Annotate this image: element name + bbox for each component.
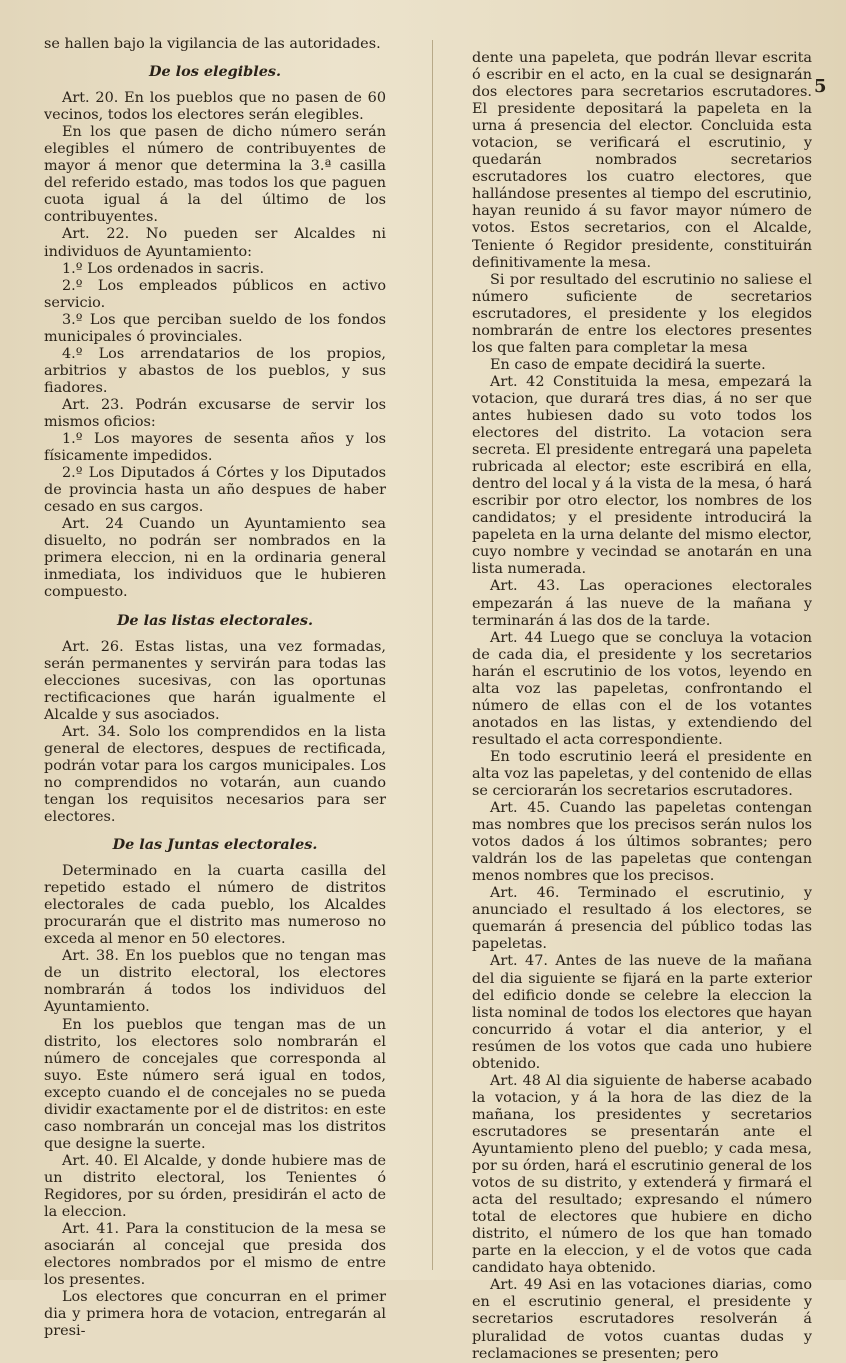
list-item: 2.º Los empleados públicos en activo servicio. [44,277,386,311]
list-item: 2.º Los Diputados á Córtes y los Diputados de provincia hasta un año despues de haber cesado en sus cargos. [44,465,386,516]
article-41: Art. 41. Para la constitucion de la mesa se asociarán al concejal que presida dos electores nombrados por el mismo de entre los presentes. [44,1221,386,1289]
article-48: Art. 48 Al dia siguiente de haberse acabado la votacion, y á la hora de las diez de la mañana, los presidentes y secretarios escrutadores se presentarán ante el Ayuntamiento pleno del pueblo; y cada mesa, por su órden, hará el escrutinio general de los votos de su distrito, y extenderá y firmará el acta del resultado; expresando el número total de electores que hubiere en dicho distrito, el número de los que han tomado parte en la eleccion, y el de votos que cada candidato haya obtenido. [472,1072,812,1277]
paragraph: se hallen bajo la vigilancia de las autoridades. [44,36,381,52]
list-item: 1.º Los ordenados in sacris. [62,260,265,277]
article-45: Art. 45. Cuando las papeletas contengan mas nombres que los precisos serán nulos los votos dados á los últimos sobrantes; pero valdrán los de las papeletas que contengan menos nombres que los precisos. [472,800,812,885]
list-item: 1.º Los mayores de sesenta años y los físicamente impedidos. [44,431,386,465]
article-22: Art. 22. No pueden ser Alcaldes ni individuos de Ayuntamiento: [44,226,386,260]
article-26: Art. 26. Estas listas, una vez formadas, serán permanentes y servirán para todas las elecciones sucesivas, con las oportunas rectificaciones que harán igualmente el Alcalde y sus asociados. [44,638,386,723]
article-34: Art. 34. Solo los comprendidos en la lista general de electores, despues de rectificada, podrán votar para los cargos municipales. Los no comprendidos no votarán, aun cuando tengan los requisitos necesarios para ser electores. [44,723,386,826]
paragraph: En todo escrutinio leerá el presidente en alta voz las papeletas, y del contenido de ellas se cerciorarán los secretarios escrutadores. [472,748,812,800]
column-divider [432,40,433,1270]
paragraph: En los pueblos que tengan mas de un distrito, los electores solo nombrarán el número de concejales que corresponda al suyo. Este número será igual en todos, excepto cuando el de concejales no se pueda dividir exactamente por el de distritos: en este caso nombrarán un concejal mas los distritos que designe la suerte. [44,1016,386,1152]
article-20: Art. 20. En los pueblos que no pasen de 60 vecinos, todos los electores serán elegibles. [44,90,386,124]
section-heading-juntas: De las Juntas electorales. [112,836,318,854]
list-item: 3.º Los que perciban sueldo de los fondos municipales ó provinciales. [44,311,386,345]
right-column [472,50,812,1363]
article-23: Art. 23. Podrán excusarse de servir los mismos oficios: [44,396,386,430]
article-38: Art. 38. En los pueblos que no tengan mas de un distrito electoral, los electores nombrarán á todos los individuos del Ayuntamiento. [44,948,386,1016]
article-43: Art. 43. Las operaciones electorales empezarán á las nueve de la mañana y terminarán á las dos de la tarde. [472,578,812,629]
left-column [44,36,386,1340]
article-24: Art. 24 Cuando un Ayuntamiento sea disuelto, no podrán ser nombrados en la primera eleccion, ni en la ordinaria general inmediata, los individuos que le hubieren compuesto. [44,516,386,601]
paragraph: dente una papeleta, que podrán llevar escrita ó escribir en el acto, en la cual se designarán dos electores para secretarios escrutadores. El presidente depositará la papeleta en la urna á presencia del elector. Concluida esta votacion, se verificará el escrutinio, y quedarán nombrados secretarios escrutadores los cuatro electores, que hallándose presentes al tiempo del escrutinio, hayan reunido á su favor mayor número de votos. Estos secretarios, con el Alcalde, Teniente ó Regidor presidente, constituirán definitivamente la mesa. [472,50,812,271]
paragraph: En los que pasen de dicho número serán elegibles el número de contribuyentes de mayor á menor que determina la 3.ª casilla del referido estado, mas todos los que paguen cuota igual á la del último de los contribuyentes. [44,124,386,226]
article-40: Art. 40. El Alcalde, y donde hubiere mas de un distrito electoral, los Tenientes ó Regidores, por su órden, presidirán el acto de la eleccion. [44,1152,386,1221]
section-heading-listas: De las listas electorales. [116,611,314,629]
paragraph: Determinado en la cuarta casilla del repetido estado el número de distritos electorales de cada pueblo, los Alcaldes procurarán que el distrito mas numeroso no exceda al menor en 50 electores. [44,863,386,948]
page-number: 5 [814,76,827,97]
article-44: Art. 44 Luego que se concluya la votacion de cada dia, el presidente y los secretarios harán el escrutinio de los votos, leyendo en alta voz las papeletas, confrontando el número de ellas con el de los votantes anotados en las listas, y extendiendo del resultado el acta correspondiente. [472,629,812,748]
section-heading-elegibles: De los elegibles. [149,63,281,81]
article-47: Art. 47. Antes de las nueve de la mañana del dia siguiente se fijará en la parte exterior del edificio donde se celebre la eleccion la lista nominal de todos los electores que hayan concurrido á votar el dia anterior, y el resúmen de los votos que cada uno hubiere obtenido. [472,953,812,1072]
list-item: 4.º Los arrendatarios de los propios, arbitrios y abastos de los pueblos, y sus fiadores. [44,345,386,396]
article-42: Art. 42 Constituida la mesa, empezará la votacion, que durará tres dias, á no ser que antes hubiesen dado su voto todos los electores del distrito. La votacion sera secreta. El presidente entregará una papeleta rubricada al elector; este escribirá en ella, dentro del local y á la vista de la mesa, ó hará escribir por otro elector, los nombres de los candidatos; y el presidente introducirá la papeleta en la urna delante del mismo elector, cuyo nombre y vecindad se anotarán en una lista numerada. [472,373,812,578]
article-46: Art. 46. Terminado el escrutinio, y anunciado el resultado á los electores, se quemarán á presencia del público todas las papeletas. [472,885,812,953]
paragraph: En caso de empate decidirá la suerte. [490,356,766,373]
paragraph: Los electores que concurran en el primer dia y primera hora de votacion, entregarán al presi- [44,1289,386,1340]
article-49: Art. 49 Asi en las votaciones diarias, como en el escrutinio general, el presidente y secretarios escrutadores resolverán á pluralidad de votos cuantas dudas y reclamaciones se presenten; pero [472,1277,812,1362]
paragraph: Si por resultado del escrutinio no saliese el número suficiente de secretarios escrutadores, el presidente y los elegidos nombrarán de entre los electores presentes los que falten para completar la mesa [472,271,812,356]
